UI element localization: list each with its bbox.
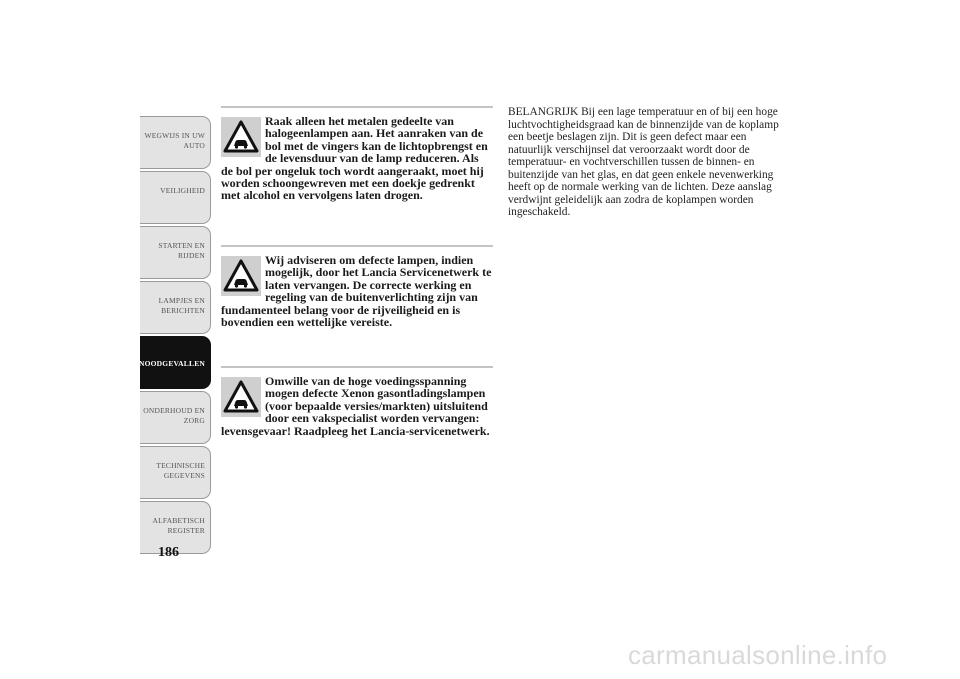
tab-label: STARTEN EN RIJDEN <box>158 241 205 260</box>
tab-onderhoud-en-zorg[interactable] <box>140 391 211 444</box>
warning-triangle-car-icon <box>221 256 261 296</box>
warning-box <box>221 106 493 202</box>
divider <box>221 106 493 108</box>
tab-label: WEGWIJS IN UW AUTO <box>144 131 205 150</box>
warning-box <box>221 366 493 437</box>
tab-label: LAMPJES EN BERICHTEN <box>158 296 205 315</box>
watermark: carmanualsonline.info <box>628 640 888 670</box>
tab-label: NOODGEVALLEN <box>139 359 206 368</box>
warning-triangle-car-icon <box>221 117 261 157</box>
tab-wegwijs-in-uw-auto[interactable] <box>140 116 211 169</box>
divider <box>221 245 493 247</box>
warning-text: Wij adviseren om defecte lampen, indien mogelijk, door het Lancia Servicenetwerk te laten vervangen. De correcte werking en regeling van de buitenverlichting zijn van fundamenteel belang voor de rijveiligheid en is bovendien een wettelijke vereiste. <box>221 253 492 330</box>
divider <box>221 366 493 368</box>
tab-veiligheid[interactable] <box>140 171 211 224</box>
tab-starten-en-rijden[interactable] <box>140 226 211 279</box>
tab-label: VEILIGHEID <box>160 186 205 195</box>
warning-text: Raak alleen het metalen gedeelte van halogeenlampen aan. Het aanraken van de bol met de vingers kan de lichtopbrengst en de levensduur van de lamp reduceren. Als de bol per ongeluk toch wordt aangeraakt, moet hij worden schoongewreven met een doekje gedrenkt met alcohol en vervolgens laten drogen. <box>221 114 488 203</box>
important-note: BELANGRIJK Bij een lage temperatuur en of bij een hoge luchtvochtigheidsgraad kan de binnenzijde van de koplamp een beetje beslagen zijn. Dit is geen defect maar een natuurlijk verschijnsel dat veroorzaakt wordt door de temperatuur- en vochtverschillen tussen de binnen- en buitenzijde van het glas, en dat geen enkele nevenwerking heeft op de normale werking van de lichten. Deze aanslag verdwijnt geleidelijk aan zodra de koplampen worden ingeschakeld. <box>508 106 779 218</box>
tab-label: ALFABETISCH REGISTER <box>152 516 205 535</box>
tab-label: TECHNISCHE GEGEVENS <box>156 461 205 480</box>
tab-lampjes-en-berichten[interactable] <box>140 281 211 334</box>
tab-noodgevallen[interactable] <box>140 336 211 389</box>
warning-text: Omwille van de hoge voedingsspanning mogen defecte Xenon gasontladingslampen (voor bepaalde versies/markten) uitsluitend door een vakspecialist worden vervangen: levensgevaar! Raadpleeg het Lancia-servicenetwerk. <box>221 374 490 438</box>
tab-technische-gegevens[interactable] <box>140 446 211 499</box>
warning-box <box>221 245 493 328</box>
page-number: 186 <box>158 545 179 560</box>
section-tabs <box>140 116 211 556</box>
warning-triangle-car-icon <box>221 377 261 417</box>
tab-label: ONDERHOUD EN ZORG <box>143 406 205 425</box>
